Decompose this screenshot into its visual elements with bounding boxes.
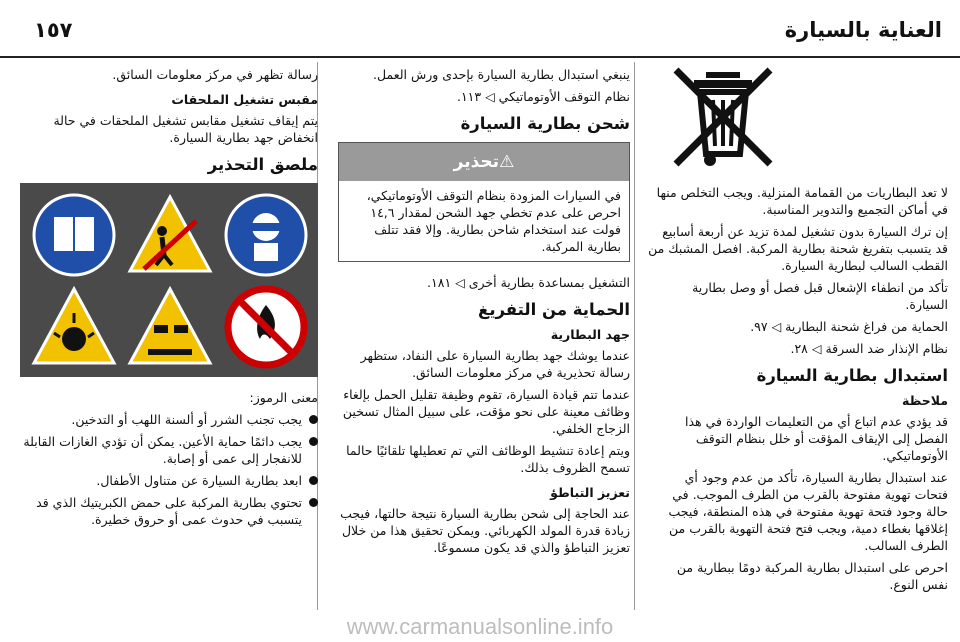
corrosive-acid-icon (124, 283, 216, 371)
list-item: يجب تجنب الشرر أو ألسنة اللهب أو التدخين. (12, 411, 318, 428)
paragraph: إن ترك السيارة بدون تشغيل لمدة تزيد عن أربعة أسابيع قد يتسبب بتفريغ شحنة بطارية المركبة. افصل المشبك من القطب السالب لبطارية السيارة. (648, 224, 948, 273)
warning-label: تحذير (453, 152, 500, 172)
list-item: يجب دائمًا حماية الأعين. يمكن أن تؤدي الغازات القابلة للانفجار إلى عمى أو إصابة. (12, 433, 318, 467)
subheading-delay: تعزيز التباطؤ (550, 485, 630, 500)
wear-eye-protection-icon (220, 191, 312, 279)
paragraph: عند استبدال بطارية السيارة، تأكد من عدم وجود أي فتحات تهوية مفتوحة بالقرب من الطرف الموجب. في حالة وجود فتحة تهوية مفتوحة في هذه المنطقة، فيجب إغلاقها بغطاء دمية، ويجب فتح فتحة التهوية بالقرب من الطرف السالب. (668, 470, 948, 553)
symbol-meaning-list (12, 411, 318, 528)
read-manual-icon (28, 191, 120, 279)
bullet-icon (309, 437, 318, 446)
paragraph: احرص على استبدال بطارية المركبة دومًا ببطارية من نفس النوع. (676, 560, 948, 592)
watermark: www.carmanualsonline.info (346, 614, 614, 639)
paragraph: عندما تتم قيادة السيارة، تقوم وظيفة تقليل الحمل بإلغاء وظائف معينة على نحو مؤقت، على سبيل المثال تسخين الزجاج الخلفي. (342, 387, 630, 436)
warning-icon: ⚠ (499, 152, 515, 172)
subheading-sockets: مقبس تشغيل الملحقات (171, 92, 318, 107)
warning-header (339, 143, 629, 181)
bullet-icon (309, 498, 318, 507)
paragraph: يتم إيقاف تشغيل مقابس تشغيل الملحقات في حالة انخفاض جهد بطارية السيارة. (53, 113, 318, 145)
page-title: العناية بالسيارة (784, 18, 942, 42)
cross-reference: الحماية من فراغ شحنة البطارية ◁ ٩٧. (750, 319, 948, 334)
cross-reference: التشغيل بمساعدة بطارية أخرى ◁ ١٨١. (427, 275, 630, 290)
warning-text: في السيارات المزودة بنظام التوقف الأوتوماتيكي، احرص على عدم تخطي جهد الشحن لمقدار ١٤,٦ فولت عند استخدام شاحن بطارية. وإلا فقد تتلف بطارية المركبة. (366, 188, 621, 254)
section-heading-charge: شحن بطارية السيارة (460, 114, 630, 133)
warning-box (338, 142, 630, 262)
bullet-icon (309, 476, 318, 485)
page-header (0, 0, 960, 58)
list-item: تحتوي بطارية المركبة على حمض الكبريتيك الذي قد يتسبب في حدوث عمى أو حروق خطيرة. (12, 494, 318, 528)
paragraph: عند الحاجة إلى شحن بطارية السيارة نتيجة حالتها، فيجب زيادة قدرة المولد الكهربائي. ويمكن تحقيق هذا من خلال تعزيز التباطؤ والذي قد يكون مسموعًا. (340, 506, 630, 555)
column-divider (634, 62, 635, 610)
page-number: ١٥٧ (34, 18, 73, 42)
note-text: قد يؤدي عدم اتباع أي من التعليمات الواردة في هذا الفصل إلى الإيقاف المؤقت أو خلل بنظام التوقف الأوتوماتيكي. (685, 414, 948, 463)
bullet-icon (309, 415, 318, 424)
subheading-voltage: جهد البطارية (550, 327, 630, 342)
paragraph: لا تعد البطاريات من القمامة المنزلية. ويجب التخلص منها في أماكن التجميع والتدوير المناسبة. (656, 185, 948, 217)
section-heading-replace: استبدال بطارية السيارة (756, 366, 948, 385)
no-open-flames-icon (220, 283, 312, 371)
paragraph: عندما يوشك جهد بطارية السيارة على النفاد، ستظهر رسالة تحذيرية في مركز معلومات السائق. (360, 348, 630, 380)
paragraph: تأكد من انطفاء الإشعال قبل فصل أو وصل بطارية السيارة. (692, 280, 948, 312)
section-heading-label: ملصق التحذير (207, 155, 318, 174)
crossed-out-bin-icon (668, 62, 778, 172)
paragraph: ينبغي استبدال بطارية السيارة بإحدى ورش العمل. (373, 67, 630, 82)
right-column (648, 62, 948, 598)
section-heading-protect: الحماية من التفريغ (478, 300, 630, 319)
cross-reference: نظام الإنذار ضد السرقة ◁ ٢٨. (790, 341, 948, 356)
keep-children-away-icon (124, 191, 216, 279)
middle-column (338, 66, 630, 561)
symbols-title: معنى الرموز: (249, 390, 318, 405)
warning-label-image (20, 183, 318, 377)
paragraph: ويتم إعادة تنشيط الوظائف التي تم تعطيلها تلقائيًا حالما تسمح الظروف بذلك. (346, 443, 630, 475)
cross-reference: نظام التوقف الأوتوماتيكي ◁ ١١٣. (456, 89, 630, 104)
explosive-gas-icon (28, 283, 120, 371)
note-label: ملاحظة (902, 393, 948, 408)
left-column (12, 66, 318, 533)
list-item: ابعد بطارية السيارة عن متناول الأطفال. (12, 472, 318, 489)
paragraph: رسالة تظهر في مركز معلومات السائق. (112, 67, 318, 82)
